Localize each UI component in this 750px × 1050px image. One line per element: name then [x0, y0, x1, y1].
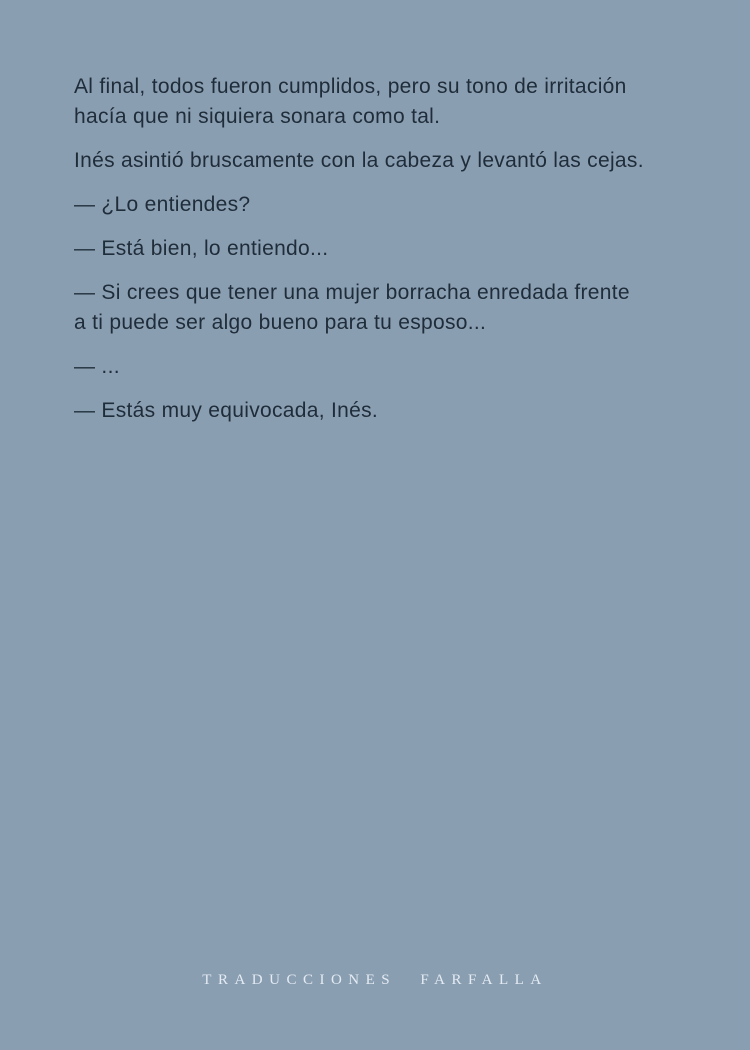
paragraph-line: — Estás muy equivocada, Inés.: [74, 399, 379, 422]
paragraph-line: a ti puede ser algo bueno para tu esposo...: [74, 311, 487, 334]
paragraph-line: hacía que ni siquiera sonara como tal.: [74, 105, 441, 128]
paragraph-line: — ¿Lo entiendes?: [74, 193, 251, 216]
paragraph-line: — ...: [74, 355, 120, 378]
translator-watermark: TRADUCCIONES FARFALLA: [202, 972, 548, 988]
paragraph: [74, 72, 678, 132]
paragraph-line: Al final, todos fueron cumplidos, pero su tono de irritación: [74, 75, 627, 98]
dialogue-paragraph: [74, 278, 678, 338]
dialogue-paragraph: [74, 352, 678, 382]
paragraph-line: Inés asintió bruscamente con la cabeza y levantó las cejas.: [74, 149, 644, 172]
dialogue-paragraph: [74, 190, 678, 220]
paragraph: [74, 146, 678, 176]
paragraph-line: — Si crees que tener una mujer borracha enredada frente: [74, 281, 630, 304]
paragraph-line: — Está bien, lo entiendo...: [74, 237, 329, 260]
page-text-block: [74, 72, 678, 440]
dialogue-paragraph: [74, 234, 678, 264]
dialogue-paragraph: [74, 396, 678, 426]
